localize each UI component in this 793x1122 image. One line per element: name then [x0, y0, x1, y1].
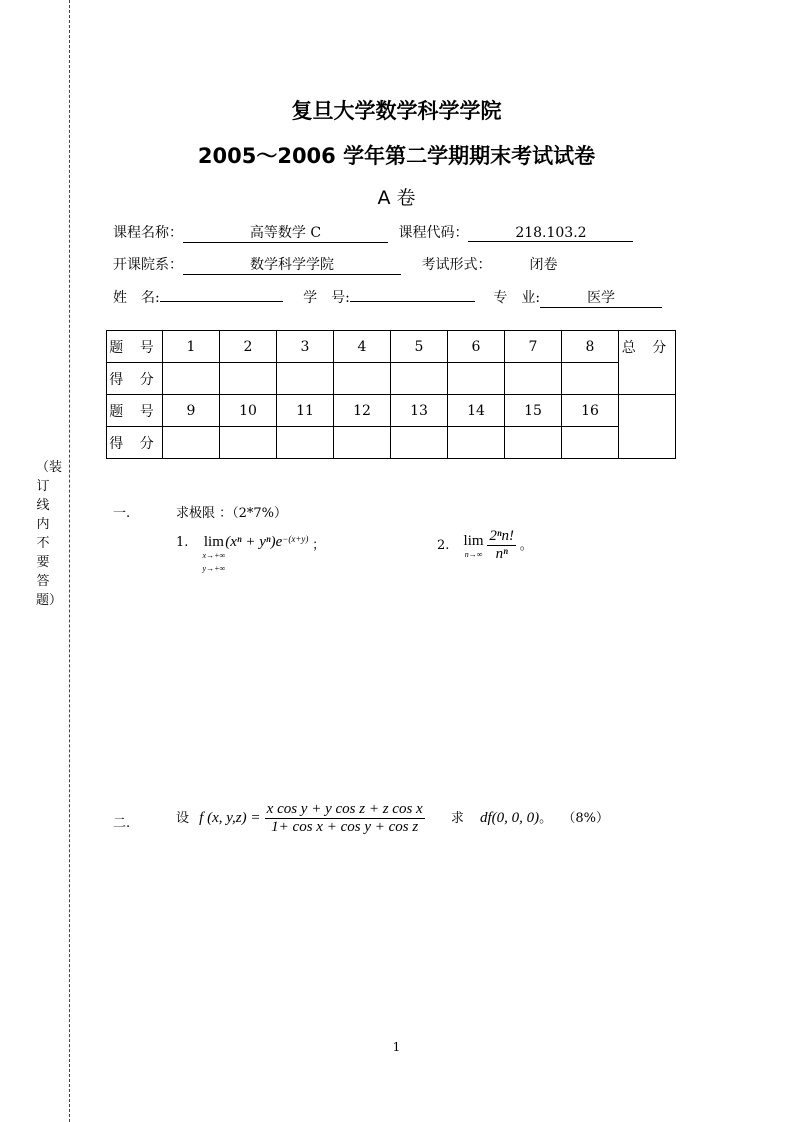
- punct: ；: [312, 538, 326, 553]
- score-cell[interactable]: [334, 427, 391, 459]
- ask-word: 求: [450, 811, 464, 826]
- score-cell[interactable]: [505, 427, 562, 459]
- dept-label: 开课院系：: [113, 257, 183, 273]
- exam-title: 2005～2006 学年第二学期期末考试试卷: [197, 144, 596, 168]
- q1-part2: [437, 528, 533, 563]
- paper-version: A 卷: [377, 187, 416, 209]
- score-cell[interactable]: [163, 363, 220, 395]
- score-cell[interactable]: [448, 363, 505, 395]
- part-number: 2.: [437, 537, 450, 553]
- score-cell[interactable]: [562, 427, 619, 459]
- page-number: 1: [392, 1040, 401, 1054]
- exam-form: 闭卷: [529, 257, 558, 273]
- lim-sub: x→+∞: [202, 551, 226, 560]
- score-cell[interactable]: [334, 363, 391, 395]
- qnum: 15: [505, 395, 562, 427]
- q2-number: 二.: [113, 816, 131, 831]
- course-code-label: 课程代码：: [398, 225, 469, 241]
- score-cell[interactable]: [562, 363, 619, 395]
- qnum: 10: [220, 395, 277, 427]
- course-name: 高等数学 C: [183, 222, 388, 243]
- name-label: 姓 名:: [113, 290, 160, 306]
- name-field[interactable]: [160, 285, 283, 302]
- id-field[interactable]: [350, 285, 475, 302]
- score-label: 得 分: [107, 363, 163, 395]
- numerator: x cos y + y cos z + z cos x: [266, 801, 423, 817]
- score-cell[interactable]: [391, 427, 448, 459]
- score-cell[interactable]: [448, 427, 505, 459]
- total-cell[interactable]: [619, 395, 676, 459]
- lhs: f (x, y,z) =: [199, 810, 261, 826]
- q1-part1: [176, 534, 325, 573]
- punct: 。: [519, 537, 533, 553]
- qnum: 11: [277, 395, 334, 427]
- qnum: 7: [505, 331, 562, 363]
- punct: 。: [539, 811, 553, 826]
- q2-text: [176, 801, 609, 836]
- score-table: [106, 330, 676, 459]
- qnum: 4: [334, 331, 391, 363]
- course-row: [113, 222, 633, 243]
- qnum: 16: [562, 395, 619, 427]
- score-cell[interactable]: [505, 363, 562, 395]
- q1-text: 求极限 ：（2*7%）: [176, 506, 288, 521]
- qnum: 8: [562, 331, 619, 363]
- lim-sub: n→∞: [464, 549, 483, 559]
- score-cell[interactable]: [220, 427, 277, 459]
- qnum: 5: [391, 331, 448, 363]
- lim: lim: [203, 534, 224, 550]
- score-cell[interactable]: [163, 427, 220, 459]
- numerator: 2ⁿn!: [489, 528, 515, 544]
- exponent: −(x+y): [282, 534, 309, 544]
- course-name-label: 课程名称：: [113, 225, 183, 241]
- major-label: 专 业:: [493, 290, 541, 306]
- points: （8%）: [562, 811, 609, 826]
- qnum: 2: [220, 331, 277, 363]
- q1-number: 一.: [113, 506, 131, 521]
- qnum: 6: [448, 331, 505, 363]
- id-label: 学 号:: [303, 290, 350, 306]
- binding-note: （装订线内不要答题）: [36, 460, 63, 608]
- qnum: 1: [163, 331, 220, 363]
- score-label: 得 分: [107, 427, 163, 459]
- major: 医学: [540, 287, 662, 308]
- qnum: 14: [448, 395, 505, 427]
- score-cell[interactable]: [277, 363, 334, 395]
- qnum: 9: [163, 395, 220, 427]
- part-number: 1.: [176, 535, 189, 550]
- qnum: 13: [391, 395, 448, 427]
- qnum: 3: [277, 331, 334, 363]
- question-label: 题 号: [107, 331, 163, 363]
- denominator: 1+ cos x + cos y + cos z: [271, 819, 419, 835]
- question-label: 题 号: [107, 395, 163, 427]
- score-cell[interactable]: [391, 363, 448, 395]
- dept: 数学科学学院: [183, 254, 401, 275]
- student-row: [113, 285, 662, 308]
- total-label: 总 分: [619, 331, 676, 395]
- score-cell[interactable]: [220, 363, 277, 395]
- expr: (xⁿ + yⁿ)e: [225, 534, 283, 550]
- school-title: 复旦大学数学科学学院: [291, 99, 502, 123]
- dept-row: [113, 254, 557, 275]
- set-word: 设: [176, 811, 190, 826]
- denominator: nⁿ: [495, 546, 508, 562]
- lim-sub: y→+∞: [202, 564, 226, 573]
- qnum: 12: [334, 395, 391, 427]
- exam-form-label: 考试形式：: [421, 257, 492, 273]
- course-code: 218.103.2: [468, 225, 633, 242]
- lim: lim: [463, 532, 484, 549]
- target: df(0, 0, 0): [480, 810, 540, 826]
- score-cell[interactable]: [277, 427, 334, 459]
